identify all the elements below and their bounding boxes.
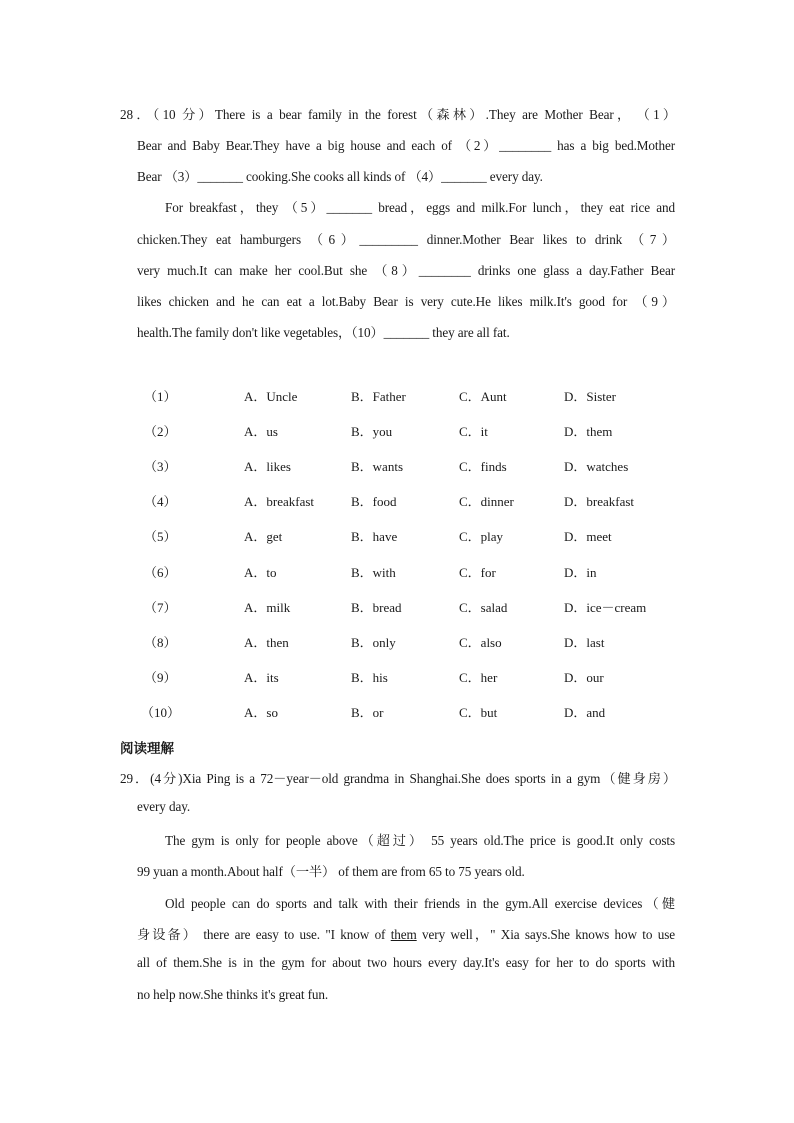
option-c: C．finds bbox=[459, 459, 507, 474]
q29-line-6 bbox=[137, 924, 675, 943]
option-d: D．breakfast bbox=[564, 494, 635, 509]
q29-line-1: 29．(4分)Xia Ping is a 72－year－old grandma in Shanghai.She does sports in a gym（健身房） bbox=[120, 771, 676, 786]
option-b: B．only bbox=[351, 635, 396, 650]
option-c: C．but bbox=[459, 705, 498, 720]
q29-line-3: The gym is only for people above（超过） 55 years old.The price is good.It only costs bbox=[165, 833, 675, 848]
option-a: A．milk bbox=[244, 600, 291, 615]
q28-line-7: likes chicken and he can eat a lot.Baby Bear is very cute.He likes milk.It's good for （9） bbox=[137, 294, 675, 309]
option-b: B．Father bbox=[351, 389, 406, 404]
option-row bbox=[0, 632, 794, 652]
option-row bbox=[0, 491, 794, 511]
q29-line-6-start: 身设备） there are easy to use. "I know of bbox=[137, 927, 391, 942]
underlined-word: them bbox=[390, 927, 417, 942]
option-d: D．them bbox=[564, 424, 613, 439]
option-number: （5） bbox=[144, 529, 177, 544]
option-a: A．get bbox=[244, 529, 283, 544]
option-a: A．to bbox=[244, 565, 277, 580]
option-d: D．meet bbox=[564, 529, 612, 544]
option-a: A．breakfast bbox=[244, 494, 315, 509]
q29-line-2: every day. bbox=[137, 799, 191, 814]
option-row bbox=[0, 597, 794, 617]
option-d: D．our bbox=[564, 670, 604, 685]
q29-line-8: no help now.She thinks it's great fun. bbox=[137, 987, 329, 1002]
option-d: D．and bbox=[564, 705, 606, 720]
option-number: （9） bbox=[144, 670, 177, 685]
q28-line-5: chicken.They eat hamburgers （6）_________ dinner.Mother Bear likes to drink （7） bbox=[137, 232, 675, 247]
option-row bbox=[0, 562, 794, 582]
option-c: C．also bbox=[459, 635, 502, 650]
option-number: （3） bbox=[144, 459, 177, 474]
option-c: C．her bbox=[459, 670, 498, 685]
q28-line-3: Bear （3）_______ cooking.She cooks all kinds of （4）_______ every day. bbox=[137, 169, 543, 184]
q28-line-8: health.The family don't like vegetables，（10）_______ they are all fat. bbox=[137, 325, 510, 340]
option-row bbox=[0, 386, 794, 406]
option-c: C．play bbox=[459, 529, 504, 544]
option-c: C．salad bbox=[459, 600, 508, 615]
option-c: C．for bbox=[459, 565, 496, 580]
section-title: 阅读理解 bbox=[120, 741, 174, 757]
option-number: （8） bbox=[144, 635, 177, 650]
option-d: D．last bbox=[564, 635, 605, 650]
q28-line-2: Bear and Baby Bear.They have a big house and each of （2）________ has a big bed.Mother bbox=[137, 138, 675, 153]
option-b: B．have bbox=[351, 529, 398, 544]
option-number: （6） bbox=[144, 565, 177, 580]
option-number: （7） bbox=[144, 600, 177, 615]
option-number: （1） bbox=[144, 389, 177, 404]
q28-line-1: 28．（10 分）There is a bear family in the forest（森林）.They are Mother Bear， （1） bbox=[120, 107, 676, 122]
option-b: B．wants bbox=[351, 459, 404, 474]
q28-line-6: very much.It can make her cool.But she （8）________ drinks one glass a day.Father Bear bbox=[137, 263, 675, 278]
option-c: C．Aunt bbox=[459, 389, 507, 404]
option-a: A．Uncle bbox=[244, 389, 298, 404]
q28-line-4: For breakfast，they （5）_______ bread，eggs and milk.For lunch，they eat rice and bbox=[165, 200, 675, 215]
option-d: D．Sister bbox=[564, 389, 617, 404]
q29-line-4: 99 yuan a month.About half（一半） of them are from 65 to 75 years old. bbox=[137, 864, 525, 879]
option-row bbox=[0, 702, 794, 722]
q29-line-5: Old people can do sports and talk with their friends in the gym.All exercise devices（健 bbox=[165, 896, 675, 911]
option-a: A．its bbox=[244, 670, 279, 685]
q29-line-6-end: very well，" Xia says.She knows how to use bbox=[416, 927, 676, 942]
option-row bbox=[0, 421, 794, 441]
q29-line-7: all of them.She is in the gym for about two hours every day.It's easy for her to do sports with bbox=[137, 955, 675, 970]
option-number: （2） bbox=[144, 424, 177, 439]
option-row bbox=[0, 526, 794, 546]
option-number: （4） bbox=[144, 494, 177, 509]
option-b: B．with bbox=[351, 565, 396, 580]
option-b: B．or bbox=[351, 705, 384, 720]
option-d: D．watches bbox=[564, 459, 629, 474]
option-b: B．bread bbox=[351, 600, 402, 615]
option-a: A．so bbox=[244, 705, 278, 720]
option-a: A．us bbox=[244, 424, 278, 439]
option-b: B．food bbox=[351, 494, 397, 509]
option-a: A．then bbox=[244, 635, 289, 650]
option-a: A．likes bbox=[244, 459, 291, 474]
option-c: C．it bbox=[459, 424, 488, 439]
option-row bbox=[0, 456, 794, 476]
option-d: D．in bbox=[564, 565, 597, 580]
option-b: B．his bbox=[351, 670, 388, 685]
option-number: （10） bbox=[141, 705, 181, 720]
option-b: B．you bbox=[351, 424, 393, 439]
option-d: D．ice－cream bbox=[564, 600, 647, 615]
option-c: C．dinner bbox=[459, 494, 514, 509]
option-row bbox=[0, 667, 794, 687]
